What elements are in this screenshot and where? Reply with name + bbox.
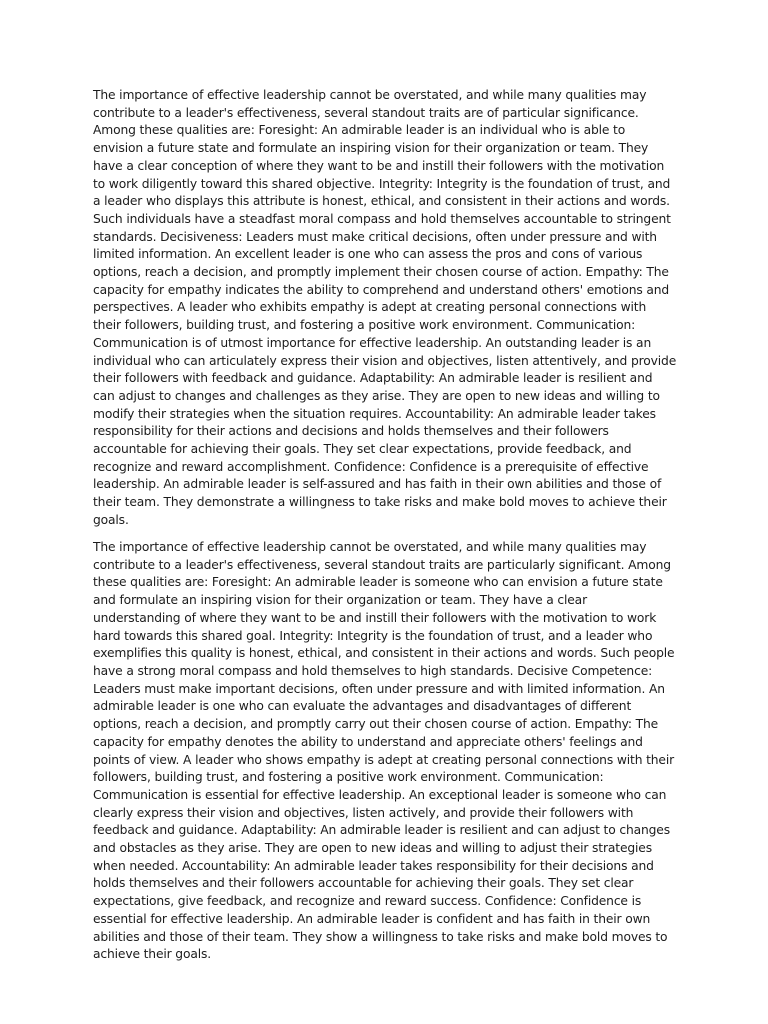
paragraph-1: The importance of effective leadership cannot be overstated, and while many qualities may contribute to a leader's effectiveness, several standout traits are of particular significance. Among these qualities are: Foresight: An admirable leader is an individual who is able to envision a future state and formulate an inspiring vision for their organization or team. They have a clear conception of where they want to be and instill their followers with the motivation to work diligently toward this shared objective. Integrity: Integrity is the foundation of trust, and a leader who displays this attribute is honest, ethical, and consistent in their actions and words. Such individuals have a steadfast moral compass and hold themselves accountable to stringent standards. Decisiveness: Leaders must make critical decisions, often under pressure and with limited information. An excellent leader is one who can assess the pros and cons of various options, reach a decision, and promptly implement their chosen course of action. Empathy: The capacity for empathy indicates the ability to comprehend and understand others' emotions and perspectives. A leader who exhibits empathy is adept at creating personal connections with their followers, building trust, and fostering a positive work environment. Communication: Communication is of utmost importance for effective leadership. An outstanding leader is an individual who can articulately express their vision and objectives, listen attentively, and provide their followers with feedback and guidance. Adaptability: An admirable leader is resilient and can adjust to changes and challenges as they arise. They are open to new ideas and willing to modify their strategies when the situation requires. Accountability: An admirable leader takes responsibility for their actions and decisions and holds themselves and their followers accountable for achieving their goals. They set clear expectations, provide feedback, and recognize and reward accomplishment. Confidence: Confidence is a prerequisite of effective leadership. An admirable leader is self-assured and has faith in their own abilities and those of their team. They demonstrate a willingness to take risks and make bold moves to achieve their goals. (93, 88, 677, 527)
paragraph-2: The importance of effective leadership cannot be overstated, and while many qualities may contribute to a leader's effectiveness, several standout traits are particularly significant. Among these qualities are: Foresight: An admirable leader is someone who can envision a future state and formulate an inspiring vision for their organization or team. They have a clear understanding of where they want to be and instill their followers with the motivation to work hard towards this shared goal. Integrity: Integrity is the foundation of trust, and a leader who exemplifies this quality is honest, ethical, and consistent in their actions and words. Such people have a strong moral compass and hold themselves to high standards. Decisive Competence: Leaders must make important decisions, often under pressure and with limited information. An admirable leader is one who can evaluate the advantages and disadvantages of different options, reach a decision, and promptly carry out their chosen course of action. Empathy: The capacity for empathy denotes the ability to understand and appreciate others' feelings and points of view. A leader who shows empathy is adept at creating personal connections with their followers, building trust, and fostering a positive work environment. Communication: Communication is essential for effective leadership. An exceptional leader is someone who can clearly express their vision and objectives, listen actively, and provide their followers with feedback and guidance. Adaptability: An admirable leader is resilient and can adjust to changes and obstacles as they arise. They are open to new ideas and willing to adjust their strategies when needed. Accountability: An admirable leader takes responsibility for their decisions and holds themselves and their followers accountable for achieving their goals. They set clear expectations, give feedback, and recognize and reward success. Confidence: Confidence is essential for effective leadership. An admirable leader is confident and has faith in their own abilities and those of their team. They show a willingness to take risks and make bold moves to achieve their goals. (93, 540, 675, 962)
document-body (93, 87, 677, 973)
